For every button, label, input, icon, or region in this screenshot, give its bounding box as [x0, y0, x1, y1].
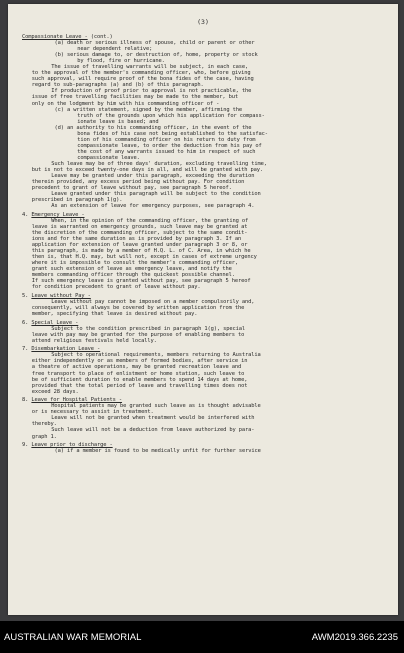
- text-line: where it is impossible to consult the member's commanding officer,: [31, 260, 239, 267]
- text-line: If such emergency leave is granted without pay, see paragraph 5 hereof: [31, 278, 251, 285]
- text-line: either independently or as members of formed bodies, after service in: [31, 358, 248, 365]
- section-heading-line: 4. Emergency Leave -: [22, 211, 85, 218]
- section-heading-line: Compassionate Leave - (cont.): [22, 34, 113, 40]
- text-line: (c) a written statement, signed by the member, affirming the: [54, 106, 243, 113]
- text-line: application for extension of leave granted under paragraph 3 or 8, or: [31, 242, 248, 249]
- text-line: Such leave will not be a deduction from leave authorized by para-: [51, 427, 255, 434]
- text-line: (a) death or serious illness of spouse, child or parent or other: [54, 40, 255, 47]
- section-heading-line: 7. Disembarkation Leave -: [22, 346, 101, 353]
- text-line: (b) serious damage to, or destruction of, home, property or stock: [54, 52, 258, 59]
- archive-reference: AWM2019.366.2235: [311, 632, 398, 643]
- text-line: or is necessary to assist in treatment.: [31, 409, 154, 416]
- text-line: tion of his commanding officer on his return to duty from: [77, 136, 256, 143]
- text-line: by flood, fire or hurricane.: [77, 58, 165, 65]
- archive-footer-bar: [0, 621, 404, 653]
- text-line: free transport to place of enlistment or home station, such leave to: [31, 370, 245, 377]
- text-line: The issue of travelling warrants will be subject, in each case,: [51, 64, 249, 71]
- text-line: the cost of any warrants issued to him in respect of such: [77, 148, 256, 155]
- text-line: such approval, will require proof of the bona fides of the case, having: [31, 76, 254, 83]
- section-heading-line: 6. Special Leave -: [22, 319, 79, 326]
- page-number: (3): [197, 18, 209, 26]
- text-line: the discretion of the commanding officer, subject to the same condit-: [31, 230, 248, 236]
- text-line: ions and for the same duration as is provided by paragraph 3. If an: [31, 236, 242, 243]
- text-line: If production of proof prior to approval is not practicable, the: [51, 88, 252, 95]
- text-line: compassionate leave.: [77, 154, 140, 161]
- text-line: Hospital patients may be granted such leave as is thought advisable: [51, 403, 261, 410]
- section-heading-line: 5. Leave without Pay -: [22, 292, 91, 299]
- text-line: Leave will not be granted when treatment would be interfered with: [51, 415, 255, 422]
- text-line: leave is warranted on emergency grounds, such leave may be granted at: [31, 223, 248, 230]
- text-line: compassionate leave, to order the deduction from his pay of: [77, 142, 262, 149]
- text-line: only on the lodgment by him with his commanding officer of -: [31, 100, 220, 107]
- text-line: Such leave may be of three days' duration, excluding travelling time,: [51, 160, 267, 167]
- text-line: therein provided, any excess period being without pay. For condition: [31, 179, 245, 186]
- text-line: this paragraph, is made by a member of H.Q. L. of C. Area, in which he: [31, 248, 251, 255]
- text-line: Leave may be granted under this paragraph, exceeding the duration: [51, 173, 255, 180]
- text-line: exceed 28 days.: [31, 388, 79, 395]
- document-body: [22, 34, 396, 454]
- text-line: but is not to exceed twenty-one days in all, and will be granted with pay.: [31, 167, 264, 174]
- text-line: When, in the opinion of the commanding officer, the granting of: [51, 217, 249, 224]
- text-line: ionate leave is based; and: [77, 118, 159, 125]
- text-line: thereby.: [31, 421, 57, 428]
- text-line: provided that the total period of leave and travelling times does not: [31, 382, 248, 389]
- text-line: leave with pay may be granted for the purpose of enabling members to: [31, 331, 245, 338]
- text-line: then is, that H.Q. may, but will not, except in cases of extreme urgency: [31, 254, 257, 261]
- text-line: near dependent relative;: [77, 46, 153, 53]
- text-line: Subject to the condition prescribed in paragraph 1(g), special: [51, 325, 246, 332]
- text-line: regard to sub-paragraphs (a) and (b) of this paragraph.: [31, 82, 204, 89]
- section-heading-line: 8. Leave for Hospital Patients -: [22, 397, 123, 404]
- text-line: Subject to operational requirements, members returning to Australia: [51, 352, 261, 359]
- text-line: be of sufficient duration to enable members to spend 14 days at home,: [31, 376, 248, 383]
- text-line: grant such extension of leave as emergency leave, and notify the: [31, 266, 232, 273]
- text-line: issue of free travelling facilities may be made to the member, but: [31, 94, 239, 101]
- text-line: bona fides of his case not being established to the satisfac-: [77, 130, 268, 137]
- text-line: prescribed in paragraph 1(g).: [31, 197, 123, 204]
- text-line: for condition precedent to grant of leave without pay.: [31, 284, 201, 291]
- section-heading-line: 9. Leave prior to discharge -: [22, 442, 113, 449]
- text-line: truth of the grounds upon which his application for compass-: [77, 112, 265, 119]
- archive-name: AUSTRALIAN WAR MEMORIAL: [4, 632, 142, 643]
- text-line: Leave granted under this paragraph will be subject to the condition: [51, 191, 261, 198]
- text-line: Leave without pay cannot be imposed on a member compulsorily and,: [51, 299, 255, 306]
- text-line: members commanding officer through the quickest possible channel.: [31, 272, 235, 279]
- text-line: consequently, will always be covered by written application from the: [31, 305, 245, 312]
- text-line: attend religious festivals held locally.: [31, 337, 157, 344]
- text-line: precedent to grant of leave without pay, see paragraph 5 hereof.: [31, 185, 232, 192]
- document-page: [8, 4, 398, 615]
- text-line: (a) if a member is found to be medically unfit for further service: [54, 448, 261, 455]
- text-line: As an extension of leave for emergency purposes, see paragraph 4.: [51, 203, 255, 210]
- text-line: (d) an authority to his commanding officer, in the event of the: [54, 124, 252, 131]
- text-line: a theatre of active operations, may be granted recreation leave and: [31, 364, 242, 371]
- text-line: graph 1.: [31, 433, 57, 440]
- text-line: to the approval of the member's commanding officer, who, before giving: [31, 70, 251, 77]
- text-line: member, specifying that leave is desired without pay.: [31, 311, 198, 318]
